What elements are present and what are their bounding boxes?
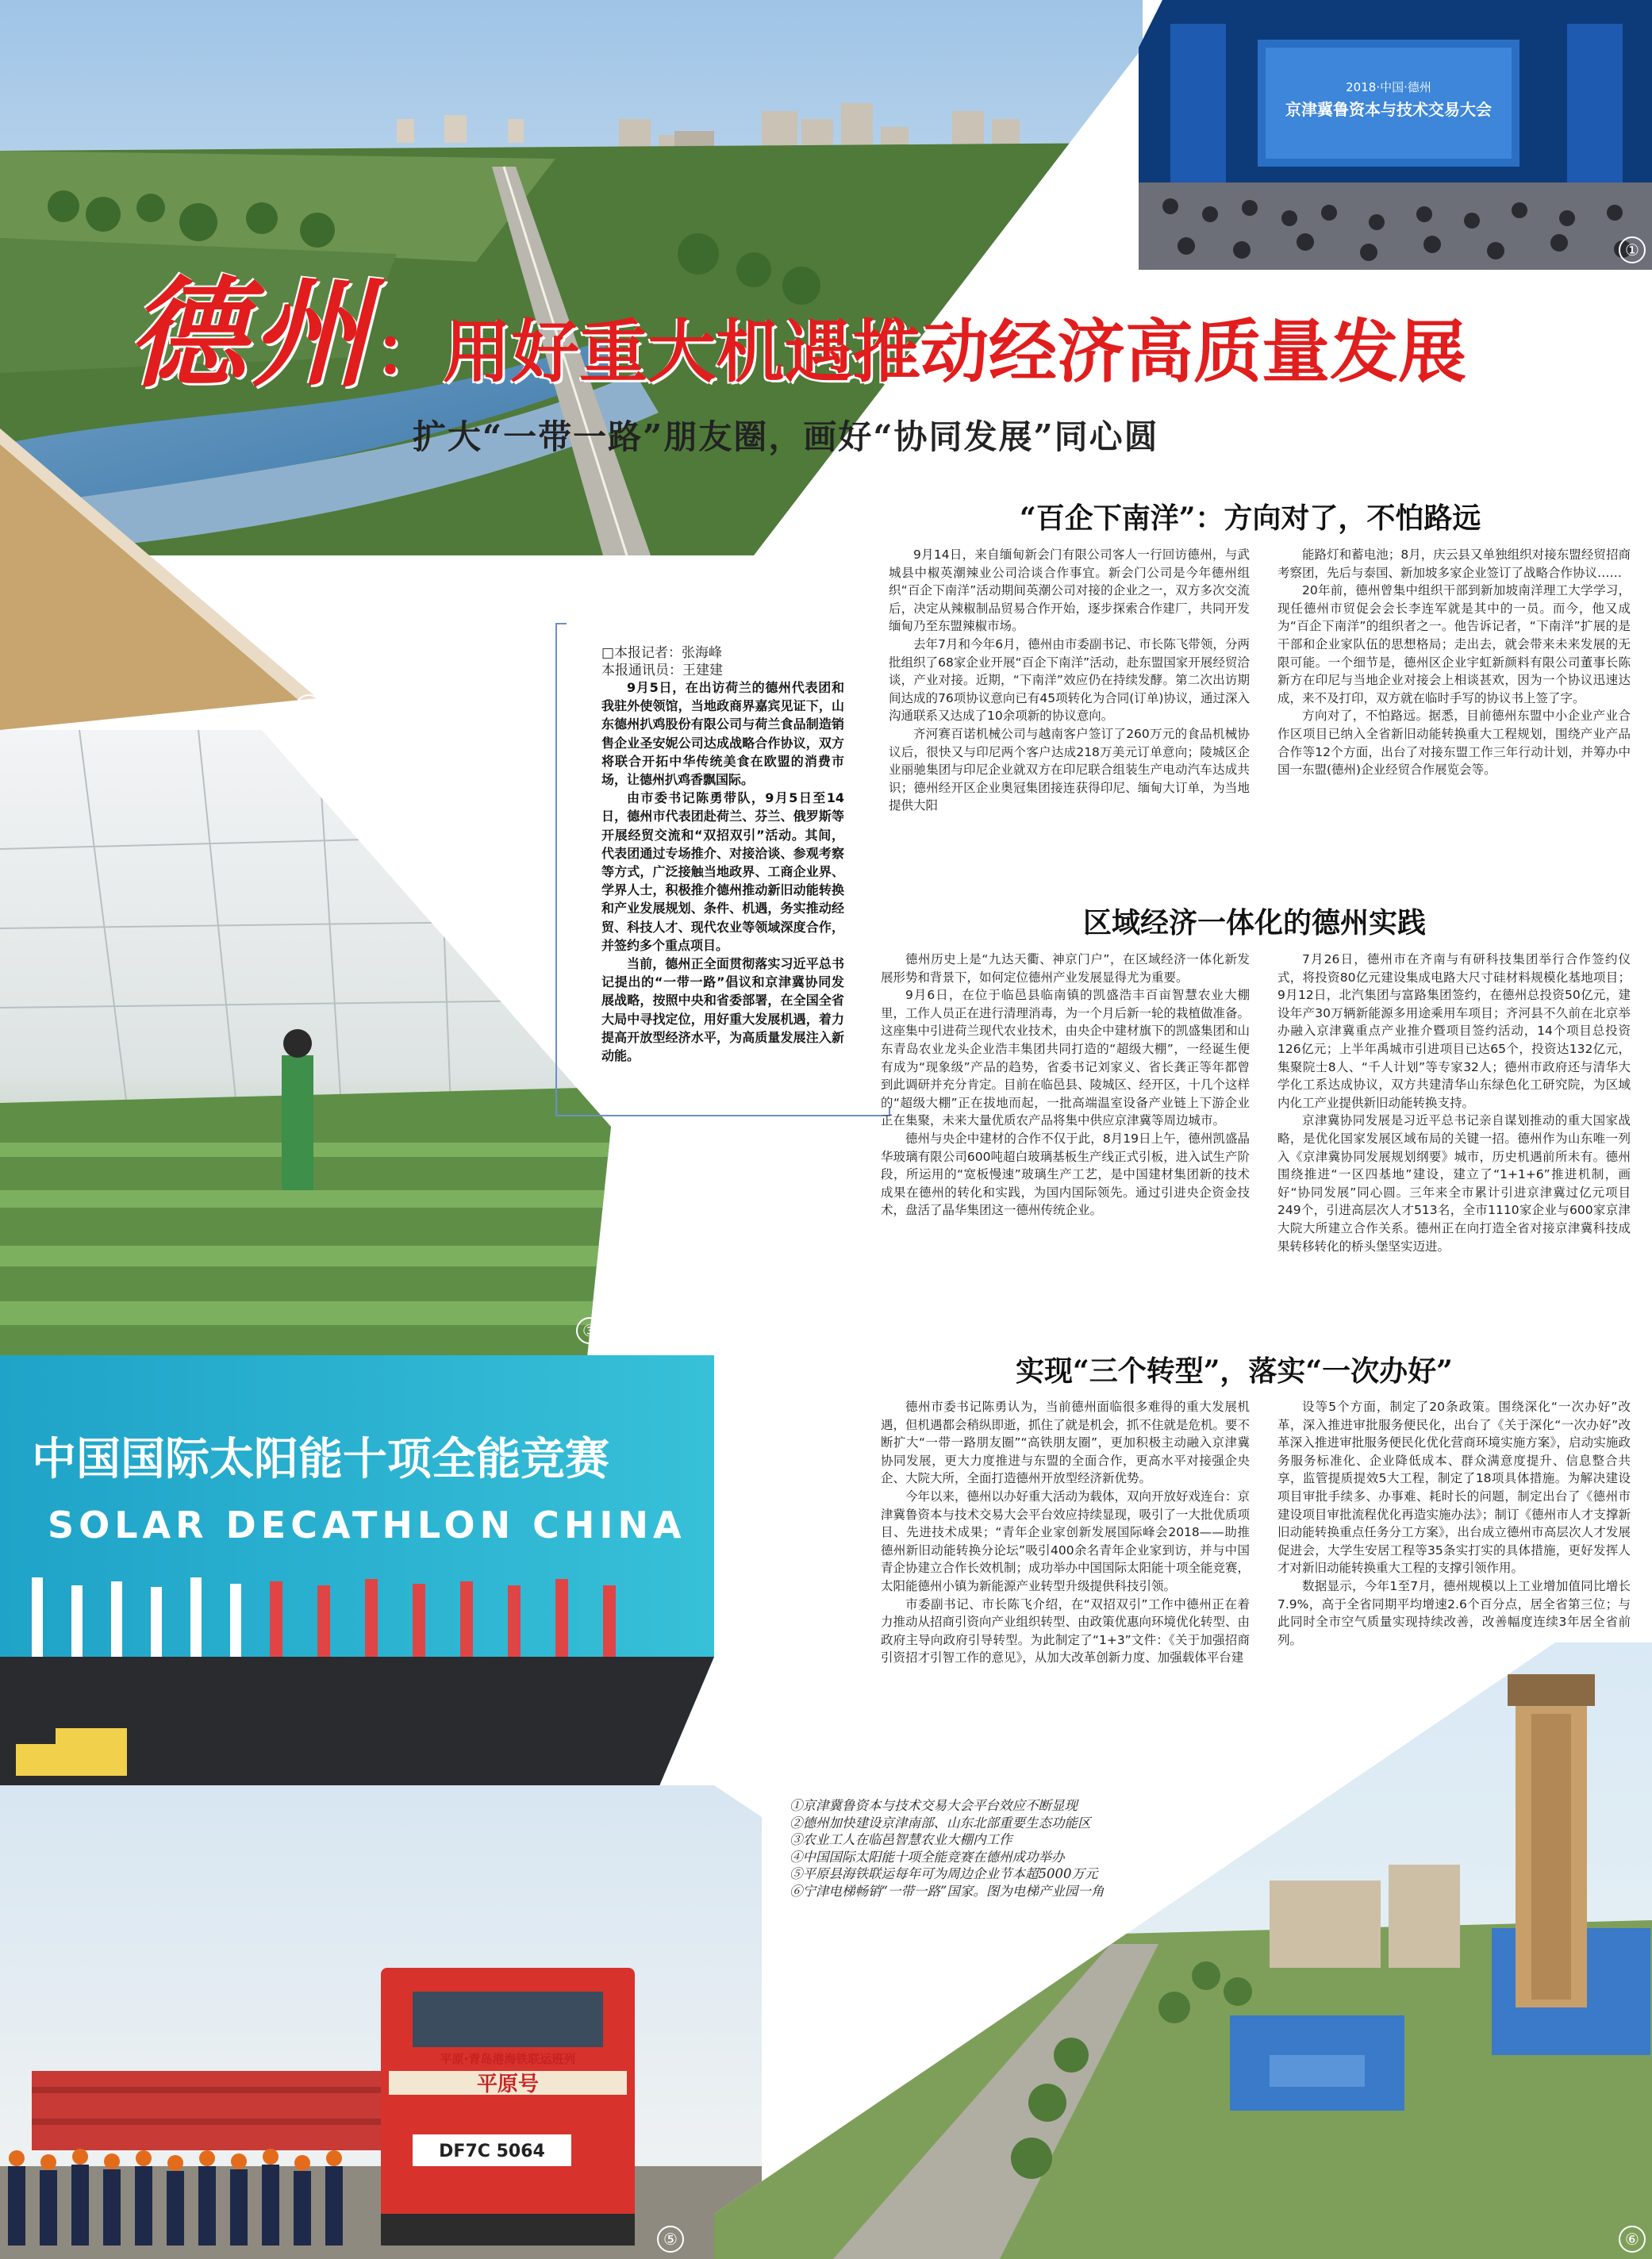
- caption: ①京津冀鲁资本与技术交易大会平台效应不断显现: [790, 1798, 1078, 1813]
- subtitle: 扩大“一带一路”朋友圈，画好“协同发展”同心圆: [413, 417, 1159, 456]
- byline-reporter: □本报记者：张海峰: [601, 645, 723, 661]
- paragraph: 方向对了，不怕路远。据悉，目前德州东盟中小企业产业合作区项目已纳入全省新旧动能转换重大工程规划，围绕产业产品合作等12个方面，出台了对接东盟工作三年行动计划，并筹办中国一东盟(德州)企业经贸合作展览会等。: [1277, 709, 1631, 778]
- section-2-column-1: [881, 951, 1250, 1347]
- headline: [127, 238, 1635, 404]
- paragraph: 京津冀协同发展是习近平总书记亲自谋划推动的重大国家战略，是优化国家发展区域布局的关键一招。德州作为山东唯一列入《京津冀协同发展规划纲要》城市，历史机遇前所未有。德州围绕推进“一区四基地”建设，建立了“1+1+6”推进机制，画好“协同发展”同心圆。三年来全市累计引进京津冀过亿元项目249个，引进高层次人才513名，全市1110家企业与600家京津大院大所建立合作关系。德州正在向打造全省对接京津冀科技成果转移转化的桥头堡坚实迈进。: [1277, 1113, 1631, 1254]
- intro-paragraph: 当前，德州正全面贯彻落实习近平总书记提出的“一带一路”倡议和京津冀协同发展战略，按照中央和省委部署，在全国全省大局中寻找定位，用好重大发展机遇，着力提高开放型经济水平，为高质量发展注入新动能。: [601, 956, 844, 1064]
- section-2-column-2: [1277, 951, 1631, 1347]
- section-3-column-2: [1277, 1398, 1631, 1763]
- photo-captions: [790, 1797, 1104, 1900]
- paragraph: 7月26日，德州市在齐南与有研科技集团举行合作签约仪式，将投资80亿元建设集成电路大尺寸硅材料规模化基地项目；9月12日，北汽集团与富路集团签约，在德州总投资50亿元，建设年产30万辆新能源多用途乘用车项目；齐河县不久前在北京举办融入京津冀重点产业推介暨项目签约活动，14个项目总投资126亿元；上半年禹城市引进项目已达65个，投资达132亿元，集聚院士8人、“千人计划”等专家32人；德州市政府还与清华大学化工系达成协议，双方共建清华山东绿色化工研究院，为区域内化工产业提供新旧动能转换支持。: [1277, 952, 1631, 1110]
- caption: ⑥宁津电梯畅销“一带一路”国家。图为电梯产业园一角: [790, 1883, 1105, 1899]
- paragraph: 能路灯和蓄电池；8月，庆云县又单独组织对接东盟经贸招商考察团，先后与泰国、新加坡多家企业签订了战略合作协议……: [1277, 547, 1631, 580]
- intro-frame-corner: [555, 623, 567, 624]
- paragraph: 9月14日，来自缅甸新会门有限公司客人一行回访德州，与武城县中椒英潮辣业公司洽谈合作事宜。新会门公司是今年德州组织“百企下南洋”活动期间英潮公司对接的企业之一，双方多次交流后，决定从辣椒制品贸易合作开始，逐步探索合作建厂，共同开发缅甸乃至东盟辣椒市场。: [889, 547, 1250, 634]
- byline-correspondent: 本报通讯员：王建建: [601, 663, 723, 678]
- intro-paragraph: 由市委书记陈勇带队，9月5日至14日，德州市代表团赴荷兰、芬兰、俄罗斯等开展经贸交流和“双招双引”活动。其间，代表团通过专场推介、对接洽谈、参观考察等方式，广泛接触当地政界、工商企业界、学界人士，积极推介德州推动新旧动能转换和产业发展规划、条件、机遇，务实推动经贸、科技人才、现代农业等领域深度合作，并签约多个重点项目。: [601, 790, 844, 953]
- paragraph: 齐河赛百诺机械公司与越南客户签订了260万元的食品机械协议后，很快又与印尼两个客户达成218万美元订单意向；陵城区企业丽驰集团与印尼企业就双方在印尼联合组装生产电动汽车达成共识；德州经开区企业奥冠集团接连获得印尼、缅甸大订单，为当地提供大阳: [889, 726, 1250, 813]
- photo-number-1: ①: [1619, 236, 1646, 263]
- caption: ④中国国际太阳能十项全能竞赛在德州成功举办: [790, 1849, 1065, 1865]
- caption: ②德州加快建设京津南部、山东北部重要生态功能区: [790, 1815, 1091, 1831]
- intro-text: [601, 678, 844, 1065]
- section-title-1: “百企下南洋”：方向对了，不怕路远: [1020, 501, 1481, 535]
- conference-date: 2018·中国·德州: [1346, 80, 1431, 94]
- paragraph: 德州与央企中建材的合作不仅于此，8月19日上午，德州凯盛晶华玻璃有限公司600吨超白玻璃基板生产线正式引板，进入试生产阶段，所运用的“宽板慢速”玻璃生产工艺，是中国建材集团新的技术成果在德州的转化和实践，为国内国际领先。通过引进央企资金技术，盘活了晶华集团这一德州传统企业。: [881, 1131, 1250, 1218]
- paragraph: 市委副书记、市长陈飞介绍，在“双招双引”工作中德州正在着力推动从招商引资向产业组织转型、由政策优惠向环境优化转型、由政府主导向政府引导转型。为此制定了“1+3”文件：《关于加强招商引资招才引智工作的意见》，从加大改革创新力度、加强载体平台建: [881, 1596, 1250, 1665]
- paragraph: 去年7月和今年6月，德州由市委副书记、市长陈飞带领，分两批组织了68家企业开展“百企下南洋”活动，赴东盟国家开展经贸洽谈，产业对接。近期，“下南洋”效应仍在持续发酵。第二次出访期间达成的76项协议意向已有45项转化为合同(订单)协议，通过深入沟通联系又达成了10余项新的协议意向。: [889, 636, 1250, 724]
- paragraph: 今年以来，德州以办好重大活动为载体，双向开放好戏连台：京津冀鲁资本与技术交易大会平台效应持续显现，吸引了一大批优质项目、先进技术成果；“青年企业家创新发展国际峰会2018——助推德州新旧动能转换分论坛”吸引400余名青年企业家到访，并与中国青企协建立合作长效机制；成功举办中国国际太阳能十项全能竞赛，太阳能德州小镇为新能源产业转型升级提供科技引领。: [881, 1489, 1250, 1593]
- caption: ⑤平原县海铁联运每年可为周边企业节本超5000万元: [790, 1866, 1098, 1881]
- section-1-column-2: [1277, 546, 1631, 879]
- paragraph: 数据显示，今年1至7月，德州规模以上工业增加值同比增长7.9%，高于全省同期平均增速2.6个百分点，居全省第三位；与此同时全市空气质量实现持续改善，改善幅度连续3年居全省前列。: [1277, 1578, 1631, 1647]
- caption: ③农业工人在临邑智慧农业大棚内工作: [790, 1832, 1012, 1847]
- headline-city: 德州: [127, 264, 375, 404]
- byline: [601, 644, 723, 679]
- photo-number-6: ⑥: [1619, 2226, 1646, 2253]
- paragraph: 设等5个方面，制定了20条政策。围绕深化“一次办好”改革，深入推进审批服务便民化，出台了《关于深化“一次办好”改革深入推进审批服务便民化优化营商环境实施方案》，启动实施政务服务标准化、企业降低成本、群众满意度提升、信息整合共享，监管提质提效5大工程，制定了18项具体措施。为解决建设项目审批手续多、办事难、耗时长的问题，制定出台了《德州市建设项目审批流程优化再造实施办法》；制订《德州市人才支撑新旧动能转换重点任务分工方案》，出台成立德州市高层次人才发展促进会，大学生安居工程等35条实打实的具体措施，更好发挥人才对新旧动能转换重大工程的支撑引领作用。: [1277, 1400, 1631, 1576]
- photo-number-3: ③: [576, 1317, 603, 1344]
- headline-separator: ：: [375, 313, 444, 392]
- section-title-2: 区域经济一体化的德州实践: [1083, 906, 1427, 939]
- paragraph: 20年前，德州曾集中组织干部到新加坡南洋理工大学学习，现任德州市贸促会会长李连军就是其中的一员。而今，他又成为“百企下南洋”的组织者之一。他告诉记者，“下南洋”扩展的是干部和企业家队伍的思想格局；走出去，就会带来未来发展的无限可能。一个细节是，德州区企业宇虹新颜料有限公司董事长陈新方在印尼与当地企业对接会上相谈甚欢，因为一个协议迅速达成，来不及打印，双方就在临时手写的协议书上签了字。: [1277, 583, 1631, 705]
- photo-number-4: ④: [686, 1758, 713, 1785]
- solar-banner-cn: 中国国际太阳能十项全能竞赛: [32, 1434, 609, 1485]
- section-1-column-1: [889, 546, 1250, 879]
- conference-title: 京津冀鲁资本与技术交易大会: [1285, 100, 1492, 119]
- train-name: 平原号: [476, 2073, 540, 2096]
- conference-photo: [1139, 0, 1652, 270]
- section-3-column-1: [881, 1398, 1250, 1763]
- train-banner: 平原·青岛港海铁联运班列: [440, 2052, 576, 2066]
- paragraph: 9月6日，在位于临邑县临南镇的凯盛浩丰百亩智慧农业大棚里，工作人员正在进行清理消毒，为一个月后新一轮的栽植做准备。这座集中引进荷兰现代农业技术，由央企中建材旗下的凯盛集团和山东青岛农业龙头企业浩丰集团共同打造的“超级大棚”，一经诞生便有成为“现象级”产品的趋势，省委书记刘家义、省长龚正等年都曾到此调研并充分肯定。目前在临邑县、陵城区、经开区，十几个这样的“超级大棚”正在拔地而起，一批高端温室设备产业链上下游企业正在集聚，未来大量优质农产品将集中供应京津冀等周边城市。: [881, 988, 1250, 1128]
- train-number: DF7C 5064: [439, 2142, 545, 2161]
- solar-decathlon-photo: [0, 1355, 714, 1788]
- solar-banner-en: SOLAR DECATHLON CHINA: [48, 1504, 686, 1546]
- train-photo: [0, 1785, 762, 2259]
- photo-number-5: ⑤: [657, 2226, 684, 2253]
- paragraph: 德州市委书记陈勇认为，当前德州面临很多难得的重大发展机遇，但机遇都会稍纵即逝，抓住了就是机会，抓不住就是危机。要不断扩大“一带一路朋友圈”“高铁朋友圈”，更加积极主动融入京津冀协同发展，更大力度推进与东盟的全面合作，更高水平对接强企央企、大院大所，全面打造德州开放型经济新优势。: [881, 1400, 1250, 1486]
- greenhouse-photo: [0, 730, 611, 1357]
- section-title-3: 实现“三个转型”，落实“一次办好”: [1016, 1354, 1453, 1388]
- photo-number-2: ②: [295, 694, 322, 721]
- intro-paragraph: 9月5日，在出访荷兰的德州代表团和我驻外使领馆，当地政商界嘉宾见证下，山东德州扒鸡股份有限公司与荷兰食品制造销售企业圣安妮公司达成战略合作协议，双方将联合开拓中华传统美食在欧盟的消费市场，让德州扒鸡香飘国际。: [601, 680, 844, 788]
- paragraph: 德州历史上是“九达天衢、神京门户”，在区域经济一体化新发展形势和背景下，如何定位德州产业发展显得尤为重要。: [881, 952, 1250, 985]
- headline-main: 用好重大机遇推动经济高质量发展: [443, 313, 1467, 392]
- decorative-tan-panel: [0, 428, 333, 730]
